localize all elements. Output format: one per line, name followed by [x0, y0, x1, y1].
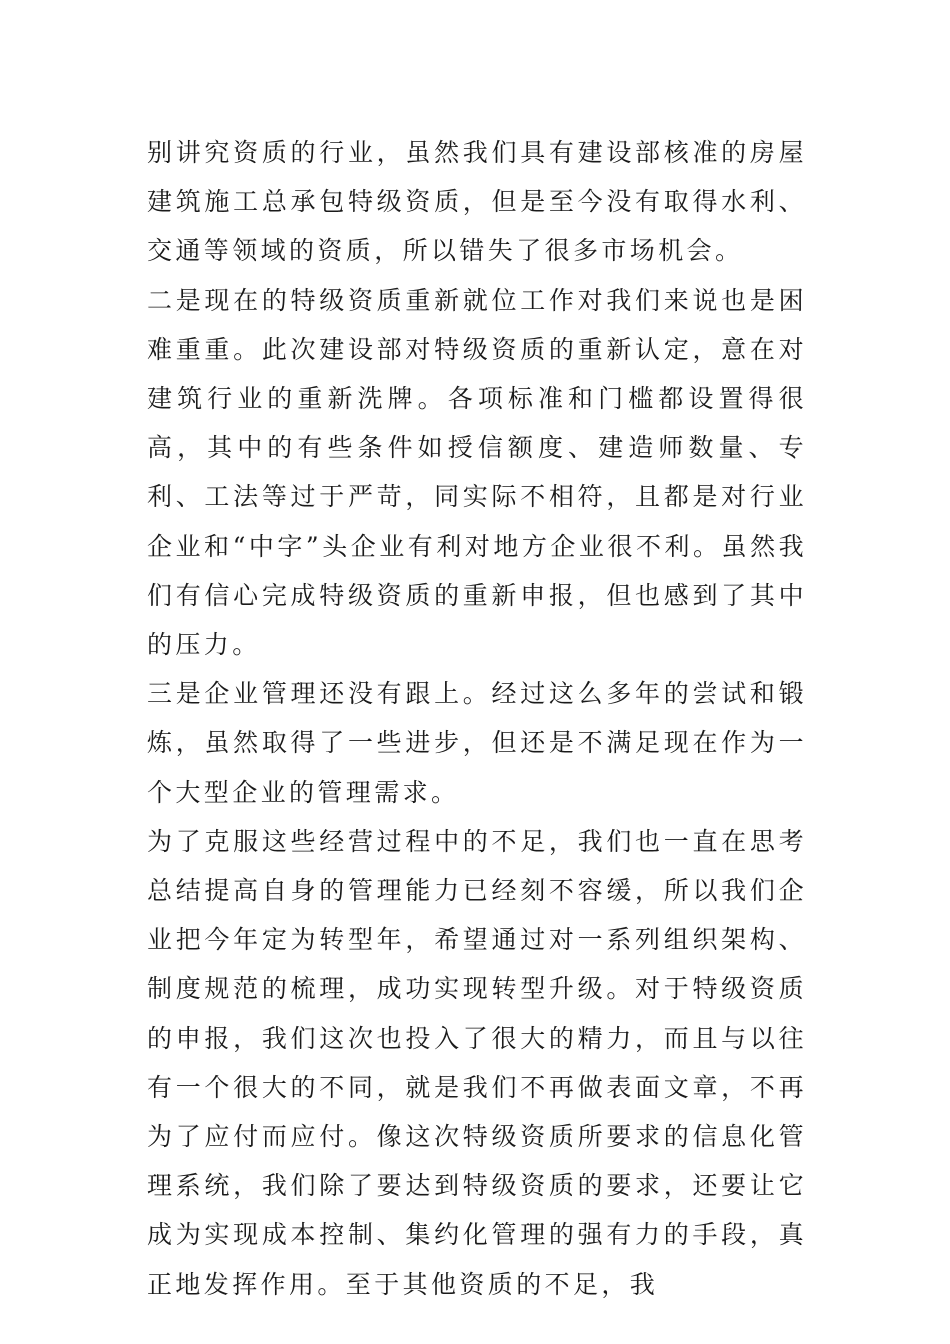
paragraph-3: 三是企业管理还没有跟上。经过这么多年的尝试和锻炼，虽然取得了一些进步，但还是不满足现在作为一个大型企业的管理需求。 — [147, 679, 807, 807]
paragraph-1: 别讲究资质的行业，虽然我们具有建设部核准的房屋建筑施工总承包特级资质，但是至今没有取得水利、交通等领域的资质，所以错失了很多市场机会。 — [147, 138, 807, 266]
paragraph-2: 二是现在的特级资质重新就位工作对我们来说也是困难重重。此次建设部对特级资质的重新认定，意在对建筑行业的重新洗牌。各项标准和门槛都设置得很高，其中的有些条件如授信额度、建造师数量、专利、工法等过于严苛，同实际不相符，且都是对行业企业和“中字”头企业有利对地方企业很不利。虽然我们有信心完成特级资质的重新申报，但也感到了其中的压力。 — [147, 285, 807, 660]
paragraph-4: 为了克服这些经营过程中的不足，我们也一直在思考总结提高自身的管理能力已经刻不容缓，所以我们企业把今年定为转型年，希望通过对一系列组织架构、制度规范的梳理，成功实现转型升级。对于特级资质的申报，我们这次也投入了很大的精力，而且与以往有一个很大的不同，就是我们不再做表面文章，不再为了应付而应付。像这次特级资质所要求的信息化管理系统，我们除了要达到特级资质的要求，还要让它成为实现成本控制、集约化管理的强有力的手段，真正地发挥作用。至于其他资质的不足，我 — [147, 826, 807, 1299]
document-body — [147, 128, 807, 1309]
